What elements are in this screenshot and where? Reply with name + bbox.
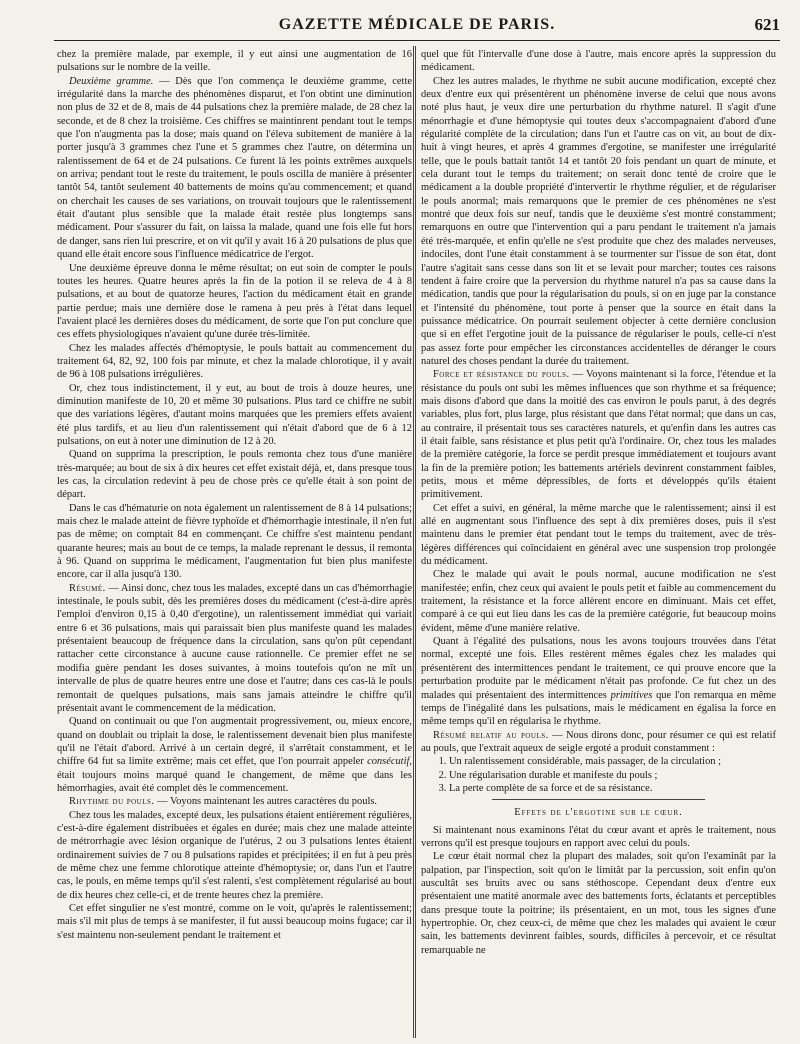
paragraph: Chez les malades affectés d'hémoptysie, le pouls battait au commencement du traitement 64, 82, 92, 100 fois par minute, et chez la malade chlorotique, il y avait de 96 à 108 pulsations irrégulières.: [57, 342, 412, 381]
summary-list: [421, 755, 776, 795]
list-item: 1. Un ralentissement considérable, mais passager, de la circulation ;: [449, 755, 776, 768]
journal-title: GAZETTE MÉDICALE DE PARIS.: [278, 16, 556, 33]
right-column: [421, 48, 776, 1038]
left-column: [57, 48, 412, 1038]
emphasis: consécutif,: [367, 756, 412, 768]
column-divider: [413, 46, 416, 1038]
paragraph-text: — Voyons maintenant les autres caractères du pouls.: [154, 796, 378, 808]
list-item: 3. La perte complète de sa force et de sa résistance.: [449, 782, 776, 795]
paragraph: Chez les autres malades, le rhythme ne subit aucune modification, excepté chez deux d'entre eux qui présentèrent un phénomène inverse de celui que nous avons noté plus haut, je veux dire une perturbation du rhythme naturel. Il s'agit d'une ménorrhagie et d'une hémoptysie qui toutes deux s'accompagnaient d'abord d'une régularité complète de la circulation; dans l'un et l'autre cas on vit, au bout de dix-huit à vingt heures, et après 4 grammes d'ergotine, se manifester une irrégularité telle, que le pouls battait tantôt 14 et tantôt 20 fois pendant un quart de minute, et cela durant tout le temps du traitement; on serait donc tenté de croire que le médicament a la double propriété d'intervertir le rhythme régulier, et de régulariser le pouls anormal; mais remarquons que le premier de ces phénomènes ne s'est montré que deux fois sur neuf, tandis que le deuxième s'est montré constamment; remarquons en outre que l'intervention qui a paru pendant le traitement n'a jamais été très-marquée, et enfin qu'elle ne s'est produite que chez des malades nerveuses, indociles, dont l'une était constamment à se tourmenter sur l'issue de son état, dont l'autre s'agitait sans cesse dans son lit et se levait pour marcher; toutes ces raisons tendent à faire croire que la perversion du rhythme naturel n'a pas sa cause dans la médication, tandis que pour la régularisation du pouls, si on en juge par la constance et l'intensité du phénomène, tout porte à penser que la source en était dans la puissance médicatrice. On pourrait seulement objecter à cette dernière conclusion que si en effet l'ergotine jouit de la puissance de régulariser le pouls, celle-ci n'est pas assez forte pour empêcher les circonstances accidentelles de déranger le cours naturel des choses pendant la durée du traitement.: [421, 75, 776, 367]
page-number: 621: [754, 15, 780, 34]
paragraph: Une deuxième épreuve donna le même résultat; on eut soin de compter le pouls toutes les heures. Quatre heures après la fin de la potion il se releva de 4 à 8 pulsations, et au bout de quatorze heures, l'action du médicament était en grande partie perdue; mais une dernière dose le ramena à peu près à l'état dans lequel l'avaient placé les dernières doses du médicament, de sorte que l'on put conclure que ces effets physiologiques n'avaient qu'une durée très-limitée.: [57, 262, 412, 341]
section-heading: Effets de l'ergotine sur le cœur.: [514, 807, 683, 819]
paragraph-text: — Nous dirons donc, pour résumer ce qui est relatif au pouls, que l'extrait aqueux de seigle ergoté a produit constamment :: [421, 729, 776, 754]
paragraph: chez la première malade, par exemple, il y eut ainsi une augmentation de 16 pulsations sur le nombre de la veille.: [57, 49, 412, 74]
paragraph-text: — Voyons maintenant si la force, l'étendue et la résistance du pouls ont subi les mêmes influences que son rhythme et sa fréquence; mais disons d'abord que dans la moitié des cas environ le pouls parut, à des degrés variables, plus fort, plus large, plus résistant que dans l'état normal; que dans un cas, au contraire, il présentait tous ses caractères naturels, et qu'enfin dans les autres cas il était faible, sans résistance et plus petit qu'à l'ordinaire. Or, chez tous les malades de la première catégorie, la force se perdit presque immédiatement et toujours avant la fin de la première potion; les battements artériels devinrent constamment faibles, petits, mous et même dépressibles, de forts et développés qu'ils étaient primitivement.: [421, 369, 776, 501]
paragraph: Dans le cas d'hématurie on nota également un ralentissement de 8 à 14 pulsations; mais chez le malade atteint de fièvre typhoïde et d'hémorrhagie intestinale, il n'en fut pas de même; on comptait 84 en commençant. Ce chiffre s'est maintenu pendant quarante heures; mais au bout de ce temps, la malade reprenant le dessus, il remonta à 96. Quand on supprima le médicament, l'augmentation fut bien plus manifeste encore, car il alla jusqu'à 130.: [57, 502, 412, 581]
paragraph: Cet effet singulier ne s'est montré, comme on le voit, qu'après le ralentissement; mais s'il mit plus de temps à se manifester, il fut aussi beaucoup moins fugace; car il s'est maintenu non-seulement pendant le traitement et: [57, 903, 412, 941]
page-header: [54, 14, 780, 41]
paragraph: [57, 582, 412, 715]
subheading: Deuxième gramme.: [69, 75, 154, 87]
paragraph: Le cœur était normal chez la plupart des malades, soit qu'on l'examinât par la palpation, par l'inspection, soit qu'on le limitât par la percussion, soit enfin qu'on auscultât ses bruits avec ou sans stéthoscope. Cependant deux d'entre eux présentaient une matité anormale avec des battements forts, éclatants et perceptibles dans presque toute la poitrine; ils présentaient, en un mot, tous les signes d'une hypertrophie. Or, chez ceux-ci, de même que chez les malades qui avaient le cœur sain, les battements devinrent faibles, sourds, difficiles à percevoir, et ce résultat remarquable ne: [421, 851, 776, 956]
paragraph-text: — Dès que l'on commença le deuxième gramme, cette irrégularité dans la marche des phénomènes disparut, et l'on obtint une diminution non plus de 32 et de 8, mais de 44 pulsations chez la première malade, de 28 chez la seconde, et de 8 chez la troisième. Ces chiffres se maintinrent pendant tout le temps que l'on n'augmenta pas la dose; mais quand on l'éleva subitement de manière à la porter jusqu'à 3 grammes chez l'une et 5 grammes chez l'autre, on détermina un ralentissement de 64 et de 24 pulsations. Ce furent là les points extrêmes auxquels on arriva; pendant tout le reste du traitement, le pouls oscilla de manière à présenter tantôt 54, tantôt seulement 40 battements de moins qu'au commencement; et quand on cherchait les causes de ses variations, on trouvait toujours que le ralentissement était d'autant plus sensible que la malade était restée plus longtemps sans médicament. Pour s'assurer du fait, on laissa la malade, quand une fois elle fut hors de danger, sans rien lui prescrire, et on vit qu'il y avait 16 à 20 pulsations de plus que quand elle était encore sous l'influence médicatrice de l'ergot.: [57, 75, 412, 261]
list-item: 2. Une régularisation durable et manifeste du pouls ;: [449, 769, 776, 782]
paragraph-text: — Ainsi donc, chez tous les malades, excepté dans un cas d'hémorrhagie intestinale, le pouls subit, dès les premières doses du médicament (c'est-à-dire après l'emploi d'environ 0,15 à 0,40 d'ergotine), un ralentissement immédiat qui variait entre 6 et 36 pulsations, mais qui paraissait bien plus manifeste quand les malades présentaient beaucoup de fréquence dans la circulation, sans qu'on pût cependant rattacher cette circonstance à aucune cause rationnelle. Ce premier effet ne se modifia guère pendant les doses suivantes, à moins toutefois qu'on ne mît un intervalle de plus de quatre heures entre une dose et l'autre; dans ces cas-là le pouls remontait de quelques pulsations, mais sans jamais atteindre le chiffre qu'il présentait avant le commencement de la médication.: [57, 582, 412, 714]
subheading: Résumé relatif au pouls.: [433, 729, 549, 741]
section-divider: [492, 799, 705, 800]
paragraph: Cet effet a suivi, en général, la même marche que le ralentissement; ainsi il est allé en augmentant sous l'influence des sept à dix premières doses, puis il s'est maintenu dans le premier état pendant tout le temps du traitement, avec de très-légères différences qui coïncidaient en général avec une suspension trop prolongée du médicament.: [421, 502, 776, 568]
subheading: Résumé.: [69, 582, 106, 594]
subheading: Rhythme du pouls.: [69, 796, 155, 808]
paragraph: Quand on supprima la prescription, le pouls remonta chez tous d'une manière très-marquée; au bout de six à dix heures cet effet existait déjà, et, dans presque tous les cas, la circulation redevint à peu de chose près ce qu'elle était à son point de départ.: [57, 449, 412, 501]
paragraph: [57, 75, 412, 262]
emphasis: primitives: [610, 689, 653, 701]
paragraph: Chez tous les malades, excepté deux, les pulsations étaient entièrement régulières, c'est-à-dire également distribuées et égales en durée; mais chez une malade atteinte de métrorrhagie avec lésion organique de l'utérus, 2 ou 3 pulsations lentes étaient ordinairement suivies de 7 ou 8 pulsations rapides et précipitées; il en fut à peu près de même chez une femme chlorotique atteinte d'hémoptysie; or, dans l'un et l'autre cas, le pouls, en même temps qu'il s'est ralenti, s'est complètement régularisé au bout de dix heures chez celle-ci, et de trente heures chez la première.: [57, 809, 412, 901]
paragraph: [57, 795, 412, 808]
paragraph-text: était toujours moins marqué quand le changement, de même que dans les hémorrhagies, avait été complet dès le commencement.: [57, 769, 412, 794]
paragraph-text: Quant à l'égalité des pulsations, nous les avons toujours trouvées dans l'état normal, excepté une fois. Elles restèrent mêmes égales chez les malades qui présentèrent des intermittences pendant le traitement, ce qui prouve encore que la perturbation produite par le médicament n'était pas profonde. Ce fut chez un des malades qui présentaient des intermittences: [421, 636, 776, 701]
paragraph: [421, 635, 776, 728]
paragraph: Chez le malade qui avait le pouls normal, aucune modification ne s'est manifestée; enfin, chez ceux qui avaient le pouls petit et faible au commencement du traitement, la résistance et la force allèrent encore en diminuant. Mais cet effet, comparé à ce qui eut lieu dans les cas de la première catégorie, fut beaucoup moins évident, même d'une manière relative.: [421, 569, 776, 634]
paragraph: Si maintenant nous examinons l'état du cœur avant et après le traitement, nous verrons qu'il est presque toujours en rapport avec celui du pouls.: [421, 824, 776, 849]
paragraph: Or, chez tous indistinctement, il y eut, au bout de trois à douze heures, une diminution manifeste de 10, 20 et même 30 pulsations. Plus tard ce chiffre ne subit que des variations légères, d'autant moins marquées que les premiers effets avaient été plus tardifs, et au lieu d'un ralentissement qui n'était d'abord que de 6 à 12 pulsations, on eut à noter une diminution de 12 à 20.: [57, 382, 412, 447]
paragraph-text: Quand on continuait ou que l'on augmentait progressivement, ou, mieux encore, quand on doublait ou triplait la dose, le ralentissement devenait bien plus manifeste qu'il ne l'était d'abord. Arrivé à un certain degré, il s'arrêtait constamment, et le chiffre 64 fut sa limite extrême; mais cet effet, que l'on pourrait appeler: [57, 716, 412, 768]
paragraph: [421, 368, 776, 501]
paragraph: [57, 715, 412, 795]
subheading: Force et résistance du pouls.: [433, 369, 570, 381]
paragraph-text: que l'on remarqua en même temps de l'inégalité dans les pulsations, mais le médicament en égalisa la force en même temps qu'il en régularisa le rhythme.: [421, 689, 776, 728]
paragraph: quel que fût l'intervalle d'une dose à l'autre, mais encore après la suppression du médicament.: [421, 49, 776, 74]
paragraph: [421, 729, 776, 756]
